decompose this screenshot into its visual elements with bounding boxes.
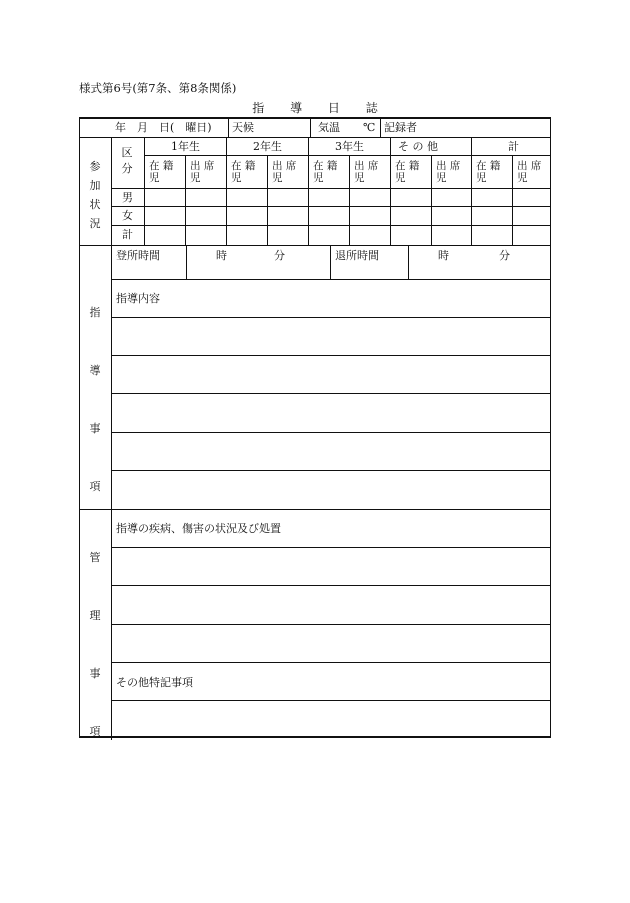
row-divider [111,547,551,548]
arrival-minute-unit[interactable]: 分 [274,249,285,262]
col-divider [380,119,381,137]
group-header-2nd: 2年生 [253,140,282,153]
other-notes-label: その他特記事項 [116,676,193,689]
row-divider [111,700,551,701]
enrolled-header: 在 籍 児 [231,160,256,184]
row-divider [111,393,551,394]
group-header-total: 計 [508,140,519,153]
injury-treatment-label: 指導の疾病、傷害の状況及び処置 [116,522,281,535]
enrolled-header: 在 籍 児 [313,160,338,184]
row-divider [144,155,551,156]
section-label-divider [111,137,112,740]
arrival-time-label: 登所時間 [116,249,160,262]
attending-header: 出 席 児 [354,160,379,184]
temperature-unit: ℃ [363,121,376,134]
log-form-table [79,117,551,738]
row-divider [111,206,551,207]
group-header-1st: 1年生 [171,140,200,153]
departure-minute-unit[interactable]: 分 [499,249,510,262]
guidance-section-label: 指 導 事 項 [89,306,101,493]
row-label-total: 計 [122,228,133,241]
section-divider [80,509,551,510]
row-label-boys: 男 [122,191,133,204]
attending-header: 出 席 児 [436,160,461,184]
col-divider [408,245,409,279]
row-divider [111,585,551,586]
management-section-label: 管 理 事 項 [89,551,101,738]
row-divider [111,432,551,433]
row-divider [111,470,551,471]
date-field[interactable]: 年 月 日( 曜日) [115,121,212,134]
section-divider [80,245,551,246]
row-divider [111,355,551,356]
attending-header: 出 席 児 [517,160,542,184]
form-number: 様式第6号(第7条、第8条関係) [79,81,237,95]
col-divider [349,155,350,245]
col-divider [186,245,187,279]
col-divider [226,137,227,245]
title-char: 日 [327,101,340,115]
attending-header: 出 席 児 [272,160,297,184]
title-char: 指 [252,101,265,115]
col-divider [512,155,513,245]
enrolled-header: 在 籍 児 [476,160,501,184]
departure-hour-unit[interactable]: 時 [438,249,449,262]
row-divider [111,225,551,226]
enrolled-header: 在 籍 児 [149,160,174,184]
col-divider [144,137,145,245]
row-divider [80,137,551,138]
col-divider [267,155,268,245]
col-divider [308,137,309,245]
title-char: 誌 [365,101,378,115]
col-divider [431,155,432,245]
departure-time-label: 退所時間 [335,249,379,262]
group-header-3rd: 3年生 [335,140,364,153]
row-divider [111,317,551,318]
col-divider [471,137,472,245]
participation-section-label: 参 加 状 況 [89,160,101,230]
col-divider [390,137,391,245]
col-divider [185,155,186,245]
arrival-hour-unit[interactable]: 時 [216,249,227,262]
col-divider [228,119,229,137]
enrolled-header: 在 籍 児 [395,160,420,184]
row-label-girls: 女 [122,209,133,222]
weather-field[interactable]: 天候 [232,121,254,134]
group-header-other: そ の 他 [398,140,438,153]
row-divider [111,662,551,663]
recorder-field[interactable]: 記録者 [384,121,417,134]
col-divider [330,245,331,279]
row-divider [111,624,551,625]
row-divider [111,188,551,189]
col-divider [310,119,311,137]
attending-header: 出 席 児 [190,160,215,184]
temperature-field[interactable]: 気温 [318,121,340,134]
guidance-content-label: 指導内容 [116,292,160,305]
category-label: 区 分 [121,146,133,175]
row-divider [111,279,551,280]
title-char: 導 [290,101,303,115]
form-title [200,99,430,116]
